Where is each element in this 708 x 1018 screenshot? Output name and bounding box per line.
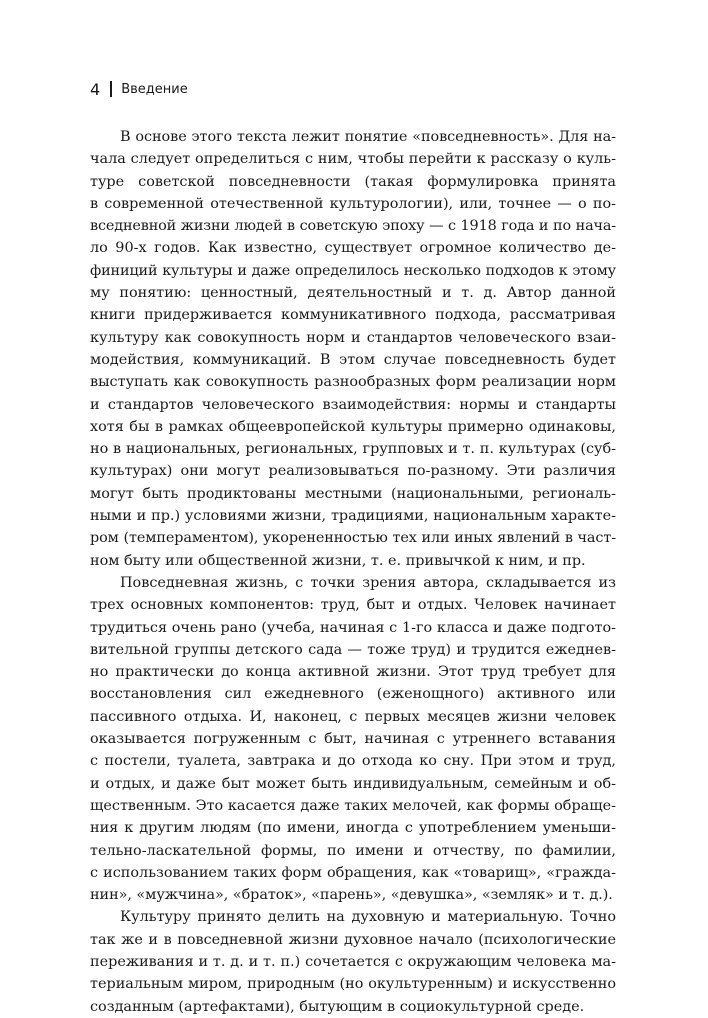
- text-line: вительной группы детского сада — тоже труд) и трудится ежеднев-: [90, 641, 616, 658]
- running-header: [90, 79, 188, 99]
- text-line: и стандартов человеческого взаимодействия: нормы и стандарты: [90, 396, 616, 413]
- text-line: нин», «мужчина», «браток», «парень», «девушка», «земляк» и т. д.).: [90, 887, 613, 904]
- text-line: хотя бы в рамках общеевропейской культуры примерно одинаковы,: [90, 418, 616, 435]
- text-line: переживания и т. д. и т. п.) сочетается с окружающим человека ма-: [90, 953, 616, 970]
- text-line: чала следует определиться с ним, чтобы перейти к рассказу о куль-: [90, 151, 616, 168]
- page-number: 4: [90, 79, 101, 99]
- text-line: культуру как совокупность норм и стандартов человеческого взаи-: [90, 329, 616, 346]
- text-line: ном быту или общественной жизни, т. е. привычкой к ним, и пр.: [90, 552, 586, 569]
- text-line: ром (темпераментом), укорененностью тех или иных явлений в част-: [90, 530, 616, 547]
- text-line: и отдых, и даже быт может быть индивидуальным, семейным и об-: [90, 775, 616, 792]
- text-line: созданным (артефактами), бытующим в социокультурной среде.: [90, 998, 585, 1015]
- text-line: но в национальных, региональных, групповых и т. п. культурах (суб-: [90, 441, 616, 458]
- text-line: трех основных компонентов: труд, быт и отдых. Человек начинает: [90, 597, 616, 614]
- text-line: финиций культуры и даже определилось несколько подходов к этому: [90, 262, 616, 279]
- paragraph: [90, 906, 616, 1017]
- text-line: ло 90-х годов. Как известно, существует огромное количество де-: [90, 240, 616, 257]
- text-line: модействия, коммуникаций. В этом случае повседневность будет: [90, 351, 616, 368]
- text-line: Культуру принято делить на духовную и материальную. Точно: [120, 909, 616, 926]
- text-line: выступать как совокупность разнообразных форм реализации норм: [90, 374, 616, 391]
- text-line: с постели, туалета, завтрака и до отхода ко сну. При этом и труд,: [90, 753, 616, 770]
- text-line: в современной отечественной культурологии), или, точнее — о по-: [90, 195, 616, 212]
- text-line: В основе этого текста лежит понятие «повседневность». Для на-: [120, 129, 616, 145]
- text-line: тельно-ласкательной формы, по имени и отчеству, по фамилии,: [90, 842, 616, 859]
- header-divider: [110, 81, 112, 97]
- text-line: вседневной жизни людей в советскую эпоху — с 1918 года и по нача-: [90, 218, 616, 235]
- text-line: оказывается погруженным с быт, начиная с утреннего вставания: [90, 731, 616, 748]
- text-line: с использованием таких форм обращения, как «товарищ», «гражда-: [90, 864, 616, 881]
- text-line: Повседневная жизнь, с точки зрения автора, складывается из: [120, 574, 616, 591]
- paragraph: [90, 126, 616, 572]
- text-line: териальным миром, природным (но окультуренным) и искусственно: [90, 976, 616, 993]
- text-line: туре советской повседневности (такая формулировка принята: [90, 173, 616, 190]
- body-text: [90, 126, 616, 1018]
- chapter-title: Введение: [121, 81, 188, 97]
- text-line: му понятию: ценностный, деятельностный и т. д. Автор данной: [90, 285, 616, 302]
- text-line: щественным. Это касается даже таких мелочей, как формы обраще-: [90, 797, 616, 814]
- text-line: так же и в повседневной жизни духовное начало (психологические: [90, 931, 616, 948]
- text-line: могут быть продиктованы местными (национальными, региональ-: [90, 485, 616, 502]
- paragraph: [90, 572, 616, 906]
- text-line: ными и пр.) условиями жизни, традициями, национальным характе-: [90, 508, 616, 525]
- text-line: культурах) они могут реализовываться по-разному. Эти различия: [90, 463, 616, 480]
- text-line: ния к другим людям (по имени, иногда с употреблением уменьши-: [90, 820, 616, 837]
- text-line: но практически до конца активной жизни. Этот труд требует для: [90, 664, 616, 681]
- text-line: восстановления сил ежедневного (еженощного) активного или: [90, 686, 616, 703]
- text-line: пассивного отдыха. И, наконец, с первых месяцев жизни человек: [90, 708, 616, 725]
- text-line: книги придерживается коммуникативного подхода, рассматривая: [90, 307, 616, 324]
- text-line: трудиться очень рано (учеба, начиная с 1-го класса и даже подгото-: [90, 619, 616, 636]
